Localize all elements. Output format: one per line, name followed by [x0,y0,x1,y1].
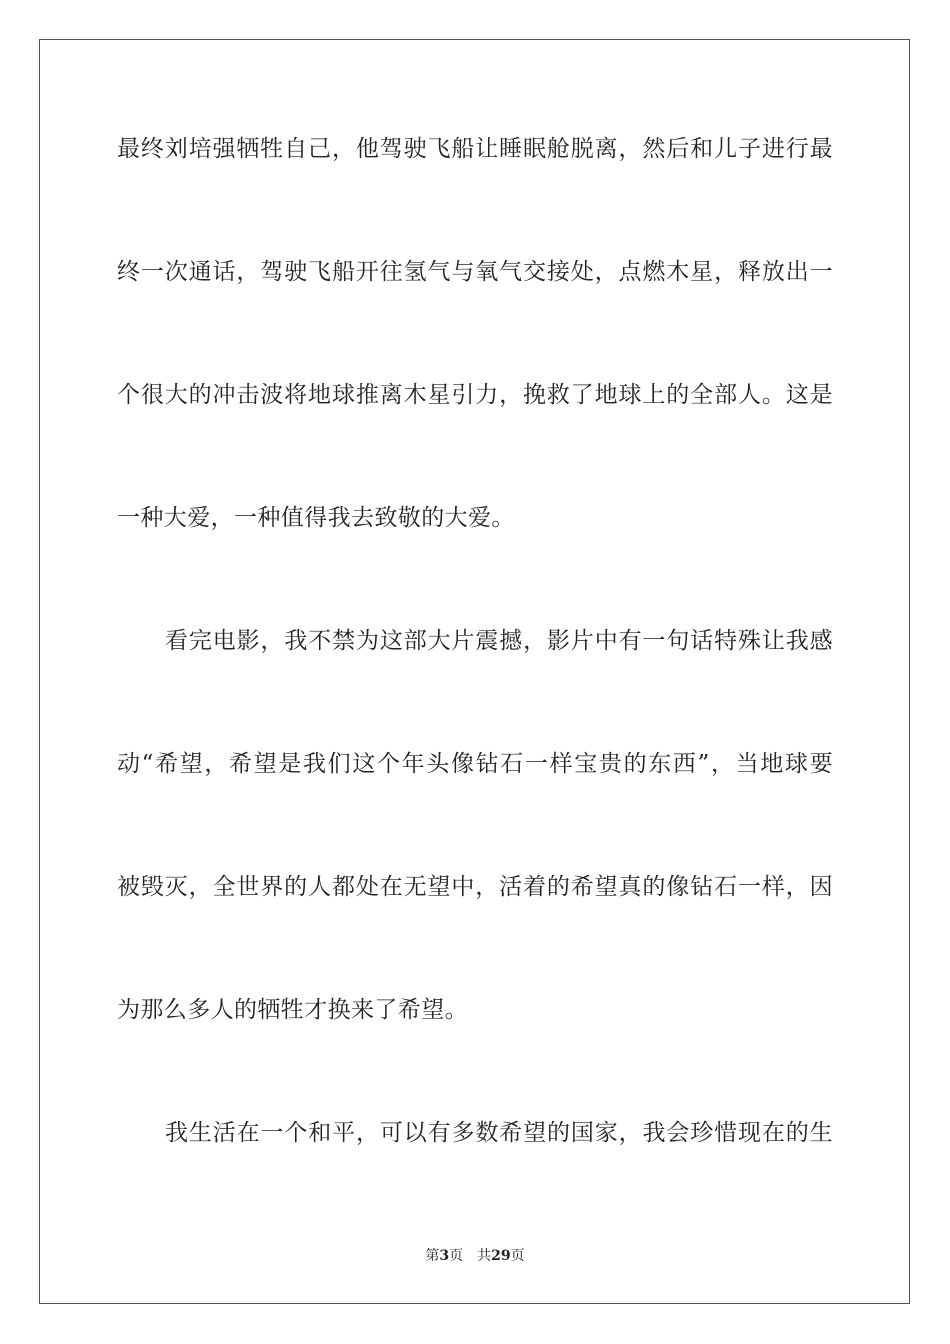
page-number: 3 [439,1248,450,1264]
paragraph-line: 个很大的冲击波将地球推离木星引力，挽救了地球上的全部人。这是 [117,382,833,408]
page-border [39,39,910,1304]
paragraph-line: 我生活在一个和平，可以有多数希望的国家，我会珍惜现在的生 [165,1120,833,1146]
total-prefix: 共 [477,1248,492,1264]
paragraph-line: 看完电影，我不禁为这部大片震撼，影片中有一句话特殊让我感 [165,628,833,654]
paragraph-line: 最终刘培强牺牲自己，他驾驶飞船让睡眠舱脱离，然后和儿子进行最 [117,136,833,162]
page-suffix: 页 [449,1248,464,1264]
paragraph-line: 动“希望，希望是我们这个年头像钻石一样宝贵的东西”，当地球要 [117,751,833,777]
total-pages: 29 [491,1248,511,1264]
paragraph-line: 一种大爱，一种值得我去致敬的大爱。 [117,505,515,531]
paragraph-line: 终一次通话，驾驶飞船开往氢气与氧气交接处，点燃木星，释放出一 [117,259,833,285]
paragraph-line: 被毁灭，全世界的人都处在无望中，活着的希望真的像钻石一样，因 [117,874,833,900]
page-footer [0,1247,950,1265]
page-prefix: 第 [425,1248,440,1264]
paragraph-line: 为那么多人的牺牲才换来了希望。 [117,997,468,1023]
total-suffix: 页 [510,1248,525,1264]
